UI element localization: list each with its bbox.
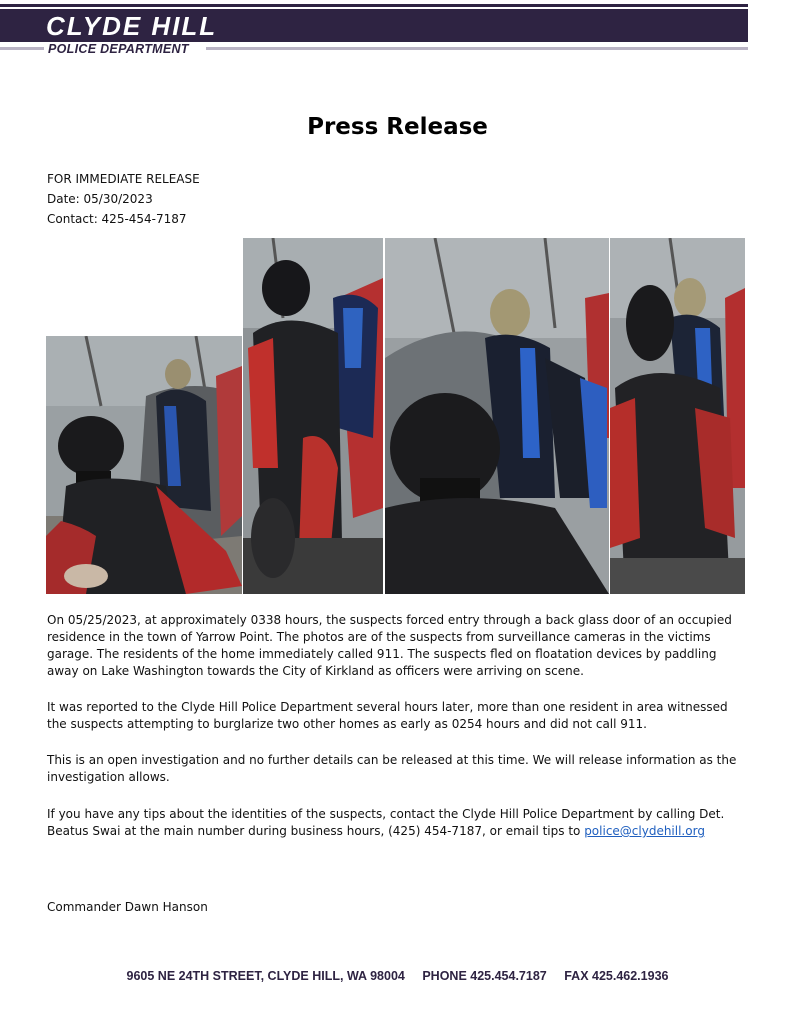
signature: Commander Dawn Hanson (47, 900, 208, 914)
footer-address: 9605 NE 24TH STREET, CLYDE HILL, WA 98004 (126, 969, 405, 983)
letterhead-title: CLYDE HILL (46, 11, 218, 41)
surveillance-photo-4 (610, 238, 745, 594)
surveillance-photo-2 (243, 238, 383, 594)
surveillance-photo-1 (46, 336, 242, 594)
paragraph-witnesses: It was reported to the Clyde Hill Police Department several hours later, more than one resident in area witnessed the suspects attempting to burglarize two other homes as early as 0254 hours and did not call 911. (47, 700, 728, 731)
tips-text: If you have any tips about the identities of the suspects, contact the Clyde Hill Police Department by calling Det. Beatus Swai at the main number during business hours, (425) 454-7187, or email tips to (47, 807, 725, 838)
release-label: FOR IMMEDIATE RELEASE (47, 172, 200, 186)
release-date: Date: 05/30/2023 (47, 192, 153, 206)
letterhead-rule-right (206, 47, 748, 50)
footer-contact (0, 969, 795, 983)
letterhead-top-rule (0, 4, 748, 7)
release-meta (47, 169, 200, 229)
release-contact: Contact: 425-454-7187 (47, 212, 187, 226)
paragraph-incident: On 05/25/2023, at approximately 0338 hours, the suspects forced entry through a back glass door of an occupied residence in the town of Yarrow Point. The photos are of the suspects from surveillance cameras in the victims garage. The residents of the home immediately called 911. The suspects fled on floatation devices by paddling away on Lake Washington towards the City of Kirkland as officers were arriving on scene. (47, 613, 732, 678)
paragraph-tips (47, 806, 747, 840)
letterhead-department: POLICE DEPARTMENT (48, 42, 189, 56)
page-title: Press Release (307, 114, 488, 140)
surveillance-photo-3 (385, 238, 609, 594)
footer-phone: PHONE 425.454.7187 (422, 969, 547, 983)
letterhead-rule-left (0, 47, 44, 50)
email-link[interactable]: police@clydehill.org (584, 824, 705, 838)
footer-fax: FAX 425.462.1936 (564, 969, 669, 983)
paragraph-investigation: This is an open investigation and no further details can be released at this time. We will release information as the investigation allows. (47, 753, 737, 784)
